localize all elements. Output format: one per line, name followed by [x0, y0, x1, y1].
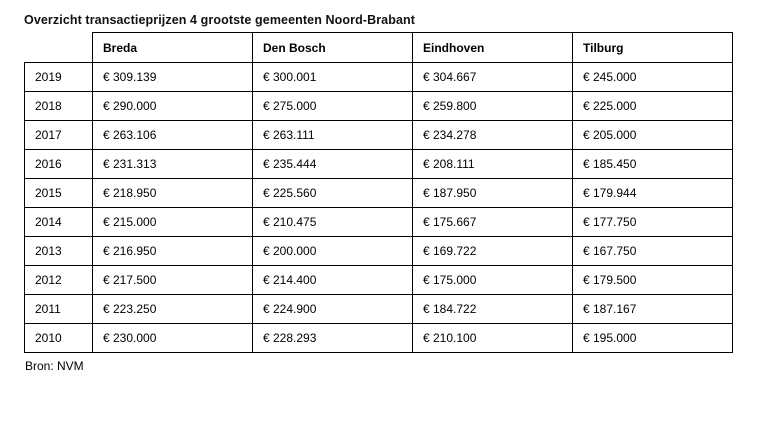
cell-den-bosch: € 200.000 [253, 237, 413, 266]
row-year: 2012 [25, 266, 93, 295]
cell-den-bosch: € 300.001 [253, 63, 413, 92]
cell-breda: € 231.313 [93, 150, 253, 179]
row-year: 2019 [25, 63, 93, 92]
row-year: 2014 [25, 208, 93, 237]
cell-tilburg: € 187.167 [573, 295, 733, 324]
page-title: Overzicht transactieprijzen 4 grootste gemeenten Noord-Brabant [24, 13, 416, 27]
cell-den-bosch: € 275.000 [253, 92, 413, 121]
cell-tilburg: € 177.750 [573, 208, 733, 237]
table-row [25, 237, 733, 266]
row-year: 2013 [25, 237, 93, 266]
table-header [25, 33, 733, 63]
cell-eindhoven: € 175.000 [413, 266, 573, 295]
cell-tilburg: € 179.500 [573, 266, 733, 295]
cell-breda: € 223.250 [93, 295, 253, 324]
cell-breda: € 216.950 [93, 237, 253, 266]
table-header-row [25, 33, 733, 63]
cell-eindhoven: € 210.100 [413, 324, 573, 353]
cell-den-bosch: € 263.111 [253, 121, 413, 150]
cell-den-bosch: € 228.293 [253, 324, 413, 353]
column-header-eindhoven: Eindhoven [413, 33, 573, 63]
cell-breda: € 290.000 [93, 92, 253, 121]
transaction-prices-table [24, 32, 733, 353]
column-header-den-bosch: Den Bosch [253, 33, 413, 63]
cell-den-bosch: € 225.560 [253, 179, 413, 208]
cell-eindhoven: € 304.667 [413, 63, 573, 92]
cell-den-bosch: € 210.475 [253, 208, 413, 237]
table-row [25, 92, 733, 121]
cell-tilburg: € 179.944 [573, 179, 733, 208]
column-header-breda: Breda [93, 33, 253, 63]
cell-tilburg: € 245.000 [573, 63, 733, 92]
cell-tilburg: € 167.750 [573, 237, 733, 266]
source-note: Bron: NVM [25, 359, 84, 373]
cell-eindhoven: € 175.667 [413, 208, 573, 237]
table-corner-cell [25, 33, 93, 63]
cell-den-bosch: € 235.444 [253, 150, 413, 179]
cell-breda: € 309.139 [93, 63, 253, 92]
row-year: 2018 [25, 92, 93, 121]
cell-eindhoven: € 169.722 [413, 237, 573, 266]
table-row [25, 266, 733, 295]
row-year: 2010 [25, 324, 93, 353]
cell-den-bosch: € 224.900 [253, 295, 413, 324]
cell-breda: € 230.000 [93, 324, 253, 353]
cell-eindhoven: € 187.950 [413, 179, 573, 208]
cell-eindhoven: € 184.722 [413, 295, 573, 324]
cell-den-bosch: € 214.400 [253, 266, 413, 295]
cell-tilburg: € 195.000 [573, 324, 733, 353]
cell-breda: € 215.000 [93, 208, 253, 237]
row-year: 2015 [25, 179, 93, 208]
cell-tilburg: € 205.000 [573, 121, 733, 150]
table-row [25, 179, 733, 208]
row-year: 2017 [25, 121, 93, 150]
cell-eindhoven: € 208.111 [413, 150, 573, 179]
cell-breda: € 218.950 [93, 179, 253, 208]
table-row [25, 295, 733, 324]
table-row [25, 208, 733, 237]
table-row [25, 63, 733, 92]
cell-tilburg: € 225.000 [573, 92, 733, 121]
cell-breda: € 217.500 [93, 266, 253, 295]
cell-eindhoven: € 259.800 [413, 92, 573, 121]
cell-breda: € 263.106 [93, 121, 253, 150]
row-year: 2016 [25, 150, 93, 179]
column-header-tilburg: Tilburg [573, 33, 733, 63]
table-row [25, 121, 733, 150]
cell-tilburg: € 185.450 [573, 150, 733, 179]
table-row [25, 150, 733, 179]
cell-eindhoven: € 234.278 [413, 121, 573, 150]
table-body [25, 63, 733, 353]
row-year: 2011 [25, 295, 93, 324]
table-row [25, 324, 733, 353]
